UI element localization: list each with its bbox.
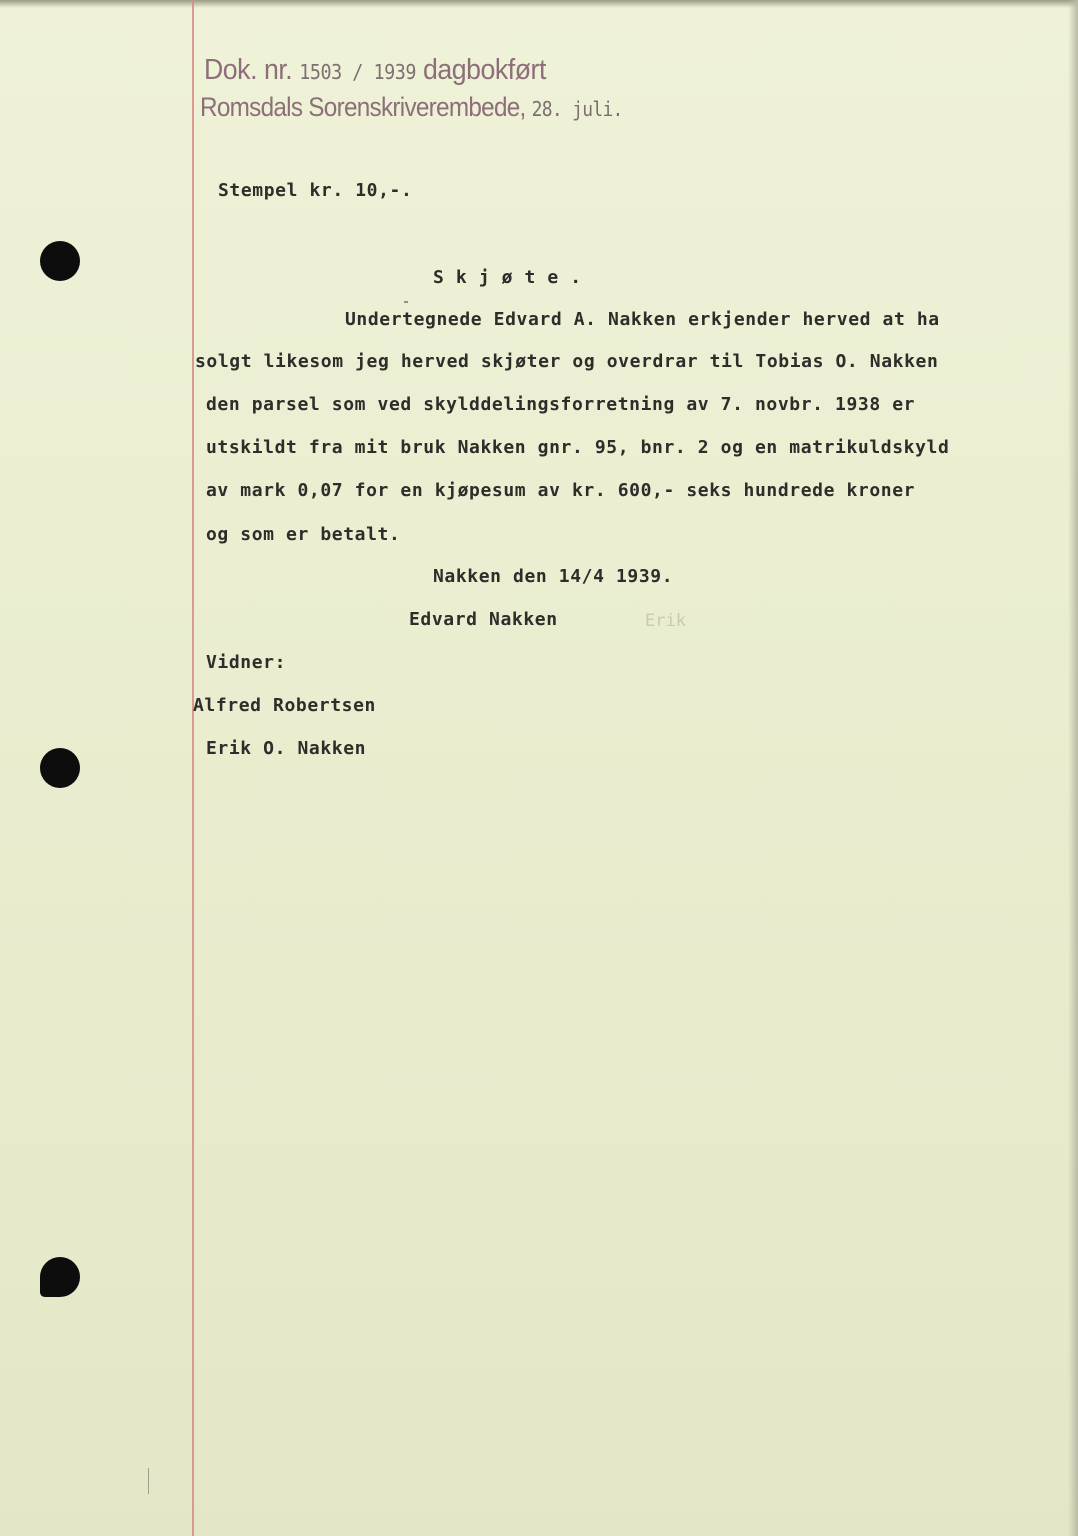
document-title: S k j ø t e . — [433, 267, 582, 288]
bleed-through-text: Erik — [645, 611, 686, 631]
stamp-date: 28. juli. — [531, 97, 623, 121]
body-line: den parsel som ved skylddelingsforretning av 7. novbr. 1938 er — [206, 394, 916, 415]
registration-stamp-line-1 — [204, 54, 546, 87]
punch-hole — [40, 241, 80, 281]
stamp-office-name: Romsdals Sorenskriverembede, — [200, 92, 526, 122]
stamp-fee: Stempel kr. 10,-. — [218, 180, 413, 201]
place-and-date: Nakken den 14/4 1939. — [433, 566, 674, 587]
margin-line — [192, 0, 194, 1536]
page-top-edge — [0, 0, 1078, 8]
ink-mark — [148, 1468, 149, 1494]
registration-stamp-line-2 — [200, 92, 623, 123]
ink-mark — [404, 301, 408, 303]
stamp-doc-number: 1503 / 1939 — [299, 60, 417, 84]
witness-name: Erik O. Nakken — [206, 738, 367, 759]
page-right-edge — [1068, 0, 1078, 1536]
body-line: utskildt fra mit bruk Nakken gnr. 95, bnr. 2 og en matrikuldskyld — [206, 437, 950, 458]
stamp-registered-label: dagbokført — [422, 54, 546, 86]
body-line: Undertegnede Edvard A. Nakken erkjender herved at ha — [345, 309, 940, 330]
witness-name: Alfred Robertsen — [193, 695, 376, 716]
body-line: av mark 0,07 for en kjøpesum av kr. 600,- seks hundrede kroner — [206, 480, 916, 501]
witnesses-label: Vidner: — [206, 652, 287, 673]
stamp-doc-number-label: Dok. nr. — [204, 54, 293, 86]
punch-hole — [40, 1257, 80, 1297]
body-line: solgt likesom jeg herved skjøter og overdrar til Tobias O. Nakken — [195, 351, 939, 372]
punch-hole — [40, 748, 80, 788]
body-line: og som er betalt. — [206, 524, 401, 545]
seller-signature: Edvard Nakken — [409, 609, 558, 630]
